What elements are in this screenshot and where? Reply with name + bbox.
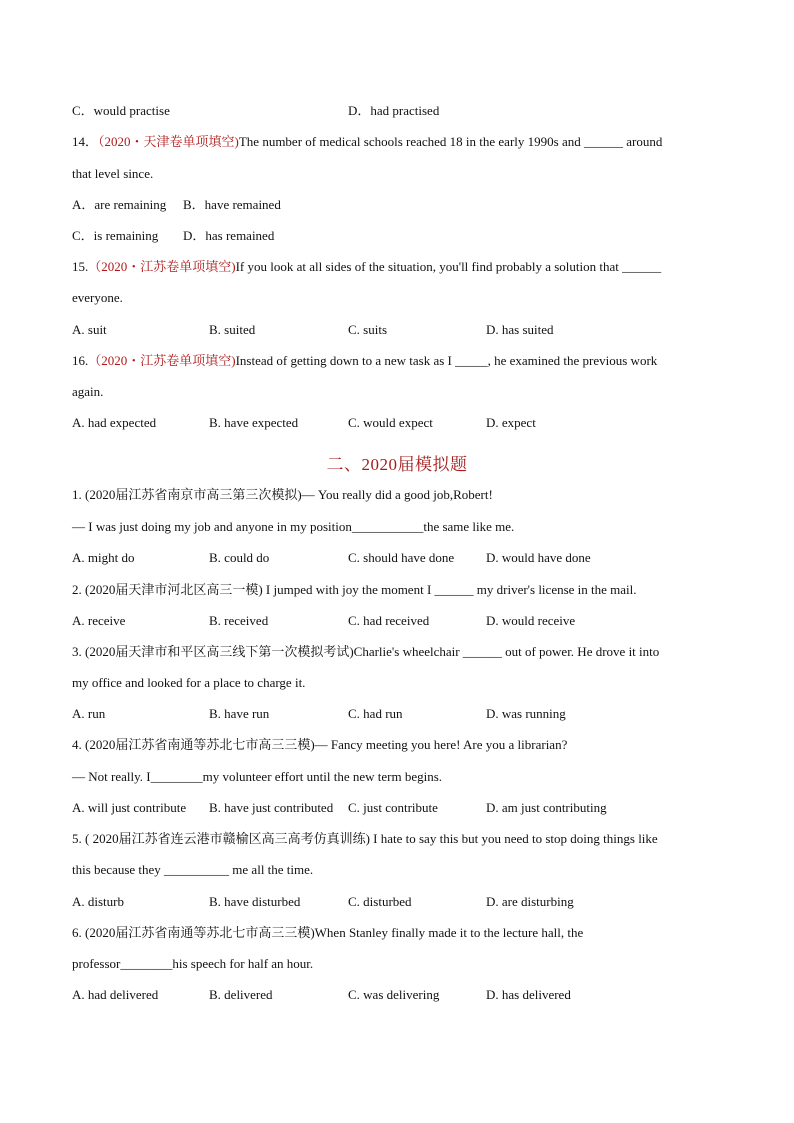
m3-option-a: A. run (72, 706, 106, 721)
q15-source: （2020・江苏卷单项填空) (88, 259, 236, 274)
q14-option-d: D．has remained (183, 228, 275, 243)
m1-option-c: C. should have done (348, 550, 455, 565)
m1-option-b: B. could do (209, 550, 270, 565)
m1-stem: 1. (2020届江苏省南京市高三第三次模拟)— You really did a good job,Robert! (72, 487, 493, 502)
q16-option-d: D. expect (486, 415, 536, 430)
m4-text-line2: — Not really. I________my volunteer effort until the new term begins. (72, 769, 443, 784)
m2-option-b: B. received (209, 613, 269, 628)
m6-option-a: A. had delivered (72, 987, 159, 1002)
q16-option-a: A. had expected (72, 415, 157, 430)
q14-number: 14． (72, 134, 99, 149)
m5-option-a: A. disturb (72, 894, 124, 909)
m5-option-b: B. have disturbed (209, 894, 301, 909)
m4-option-a: A. will just contribute (72, 800, 187, 815)
m3-text-line2: my office and looked for a place to charge it. (72, 675, 306, 690)
q16-text-line2: again. (72, 384, 104, 399)
m3-option-b: B. have run (209, 706, 270, 721)
m3-stem: 3. (2020届天津市和平区高三线下第一次模拟考试)Charlie's wheelchair ______ out of power. He drove it into (72, 644, 660, 659)
m2-stem: 2. (2020届天津市河北区高三一模) I jumped with joy the moment I ______ my driver's license in the mail. (72, 582, 637, 597)
q15-stem (72, 259, 661, 275)
m2-option-d: D. would receive (486, 613, 576, 628)
m5-stem: 5. ( 2020届江苏省连云港市赣榆区高三高考仿真训练) I hate to say this but you need to stop doing things like (72, 831, 658, 846)
m4-option-b: B. have just contributed (209, 800, 334, 815)
q16-text: Instead of getting down to a new task as I _____, he examined the previous work (235, 353, 658, 368)
m5-option-c: C. disturbed (348, 894, 412, 909)
m5-option-d: D. are disturbing (486, 894, 574, 909)
q16-stem (72, 353, 657, 369)
q14-option-b: B．have remained (183, 197, 281, 212)
m5-text-line2: this because they __________ me all the time. (72, 862, 314, 877)
q14-option-c: C．is remaining (72, 228, 159, 243)
m6-stem: 6. (2020届江苏省南通等苏北七市高三三模)When Stanley finally made it to the lecture hall, the (72, 925, 584, 940)
m6-text-line2: professor________his speech for half an hour. (72, 956, 314, 971)
q15-text-line2: everyone. (72, 290, 123, 305)
q15-option-b: B. suited (209, 322, 256, 337)
m1-text-line2: — I was just doing my job and anyone in my position___________the same like me. (72, 519, 515, 534)
q14-text: The number of medical schools reached 18 in the early 1990s and ______ around (238, 134, 663, 149)
m4-option-d: D. am just contributing (486, 800, 607, 815)
q14-text-line2: that level since. (72, 166, 154, 181)
m3-option-c: C. had run (348, 706, 403, 721)
q14-option-a: A．are remaining (72, 197, 167, 212)
q14-stem (72, 134, 722, 150)
m6-option-b: B. delivered (209, 987, 273, 1002)
m6-option-d: D. has delivered (486, 987, 571, 1002)
q15-option-a: A. suit (72, 322, 107, 337)
m3-option-d: D. was running (486, 706, 566, 721)
q16-option-b: B. have expected (209, 415, 299, 430)
q15-option-d: D. has suited (486, 322, 554, 337)
m4-stem: 4. (2020届江苏省南通等苏北七市高三三模)— Fancy meeting you here! Are you a librarian? (72, 737, 568, 752)
m2-option-c: C. had received (348, 613, 430, 628)
q16-option-c: C. would expect (348, 415, 433, 430)
q15-text: If you look at all sides of the situation, you'll find probably a solution that ______ (235, 259, 662, 274)
q15-option-c: C. suits (348, 322, 388, 337)
q13-option-d: D．had practised (348, 103, 440, 118)
m2-option-a: A. receive (72, 613, 126, 628)
m4-option-c: C. just contribute (348, 800, 438, 815)
m1-option-d: D. would have done (486, 550, 591, 565)
q16-source: （2020・江苏卷单项填空) (88, 353, 236, 368)
section-title: 二、2020届模拟题 (326, 455, 468, 474)
m1-option-a: A. might do (72, 550, 135, 565)
q14-source: （2020・天津卷单项填空) (98, 134, 239, 149)
q16-number: 16. (72, 353, 89, 368)
q15-number: 15. (72, 259, 89, 274)
m6-option-c: C. was delivering (348, 987, 440, 1002)
q13-option-c: C．would practise (72, 103, 170, 118)
